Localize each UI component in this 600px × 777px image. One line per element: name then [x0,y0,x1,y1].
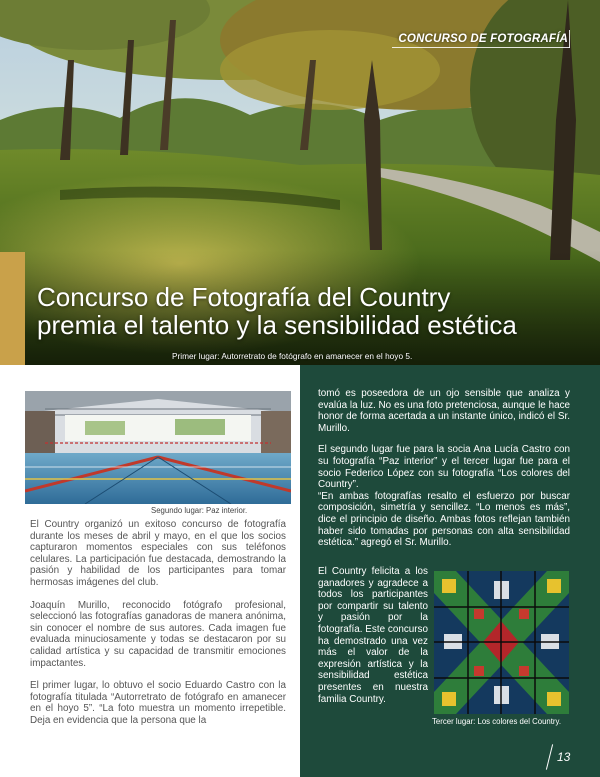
right-column [318,388,570,559]
closing-paragraph: El Country felicita a los ganadores y agradece a todos los participantes por compartir su talento y pasión por la fotografía. Este concurso ha demostrado una vez más el valor de la expresión artística y la sensibilidad estética presentes en nuestra familia Country. [318,566,428,705]
judge-paragraph: Joaquín Murillo, reconocido fotógrafo profesional, seleccionó las fotografías ganadoras de manera anónima, sin conocer el nombre de sus autores. Cada imagen fue evaluada minuciosamente y todas se destacaron por su calidad artística y su capacidad de transmitir emociones impactantes. [30,599,286,669]
left-column [30,519,286,738]
pool-photo-caption: Segundo lugar: Paz interior. [151,506,248,515]
stained-glass-image [434,571,569,714]
headline-line-1: Concurso de Fotografía del Country [37,282,451,312]
page-number: 13 [557,750,571,764]
stained-glass-photo [434,571,569,714]
first-place-paragraph: El primer lugar, lo obtuvo el socio Eduardo Castro con la fotografía titulada “Autorretrato de fotógrafo en amanecer en el hoyo 5”. “La foto muestra un momento irrepetible. Deja en evidencia que la persona que la [30,680,286,726]
continuation-paragraph: tomó es poseedora de un ojo sensible que analiza y evalúa la luz. No es una foto pretenciosa, aunque le hace honor de forma acertada a un instante único, indicó el Sr. Murillo. [318,388,570,434]
section-tag-rule [392,47,570,48]
hero-photo-caption: Primer lugar: Autorretrato de fotógrafo en amanecer en el hoyo 5. [172,351,413,361]
section-tag: CONCURSO DE FOTOGRAFÍA [398,33,568,45]
article-headline [37,283,597,339]
headline-line-2: premia el talento y la sensibilidad estética [37,310,517,340]
intro-paragraph: El Country organizó un exitoso concurso de fotografía durante los meses de abril y mayo, en el que los socios capturaron momentos especiales con sus teléfonos celulares. La participación fue destacada, demostrando la pasión y habilidad de los participantes para tomar hermosas imágenes del club. [30,519,286,588]
winners-paragraph: El segundo lugar fue para la socia Ana Lucía Castro con su fotografía “Paz interior” y el tercer lugar fue para el socio Federico López con su fotografía “Los colores del Country”. [318,444,570,491]
stained-glass-caption: Tercer lugar: Los colores del Country. [432,717,561,726]
hero-photo [0,0,600,365]
gold-accent-bar [0,252,25,365]
section-tag-tick [569,30,570,48]
quote-paragraph: “En ambas fotografías resalto el esfuerzo por buscar composición, simetría y sencillez. “Lo menos es más”, dice el principio de diseño. Ambas fotos reflejan también haber sido tomadas por personas con alta sensibilidad estética.” agregó el Sr. Murillo. [318,490,570,549]
pool-photo [25,391,291,504]
pool-image [25,391,291,504]
